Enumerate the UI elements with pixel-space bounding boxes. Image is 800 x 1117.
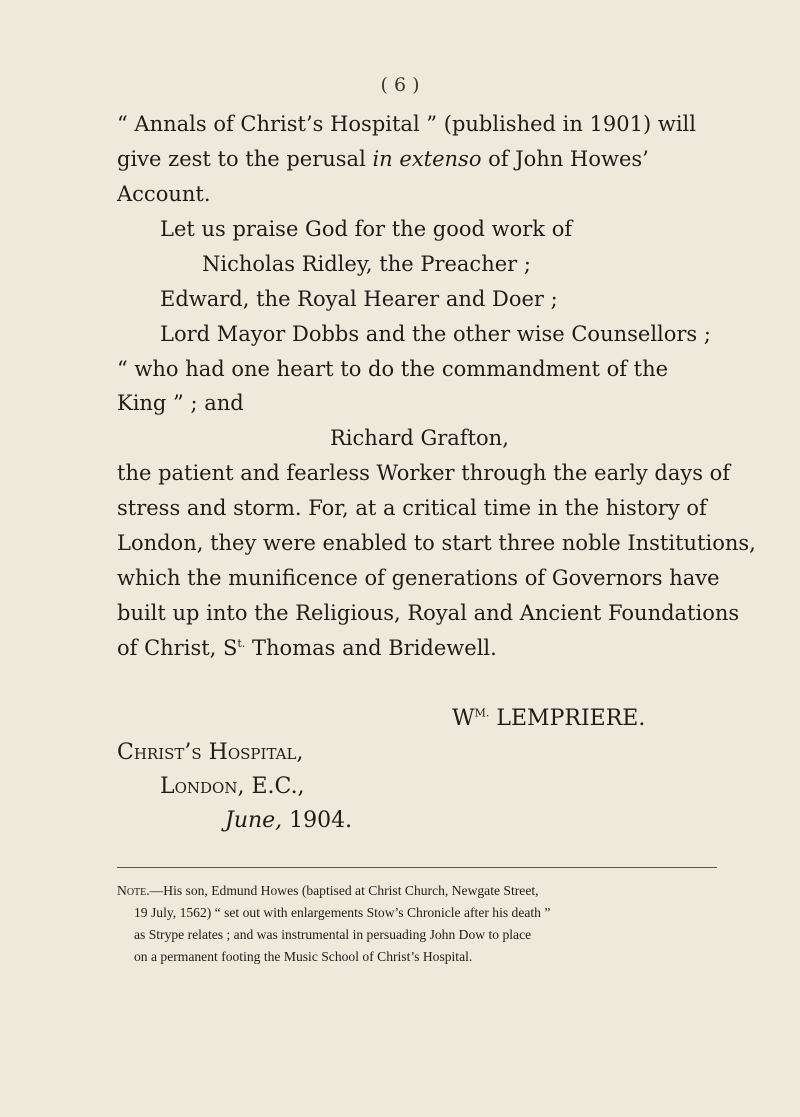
body-line-4: Let us praise God for the good work of xyxy=(160,217,573,241)
date-line: June, 1904. xyxy=(225,808,353,833)
page-number: ( 6 ) xyxy=(380,74,420,96)
signature: $W^{M.}$ LEMPRIERE. xyxy=(452,706,646,731)
divider-rule xyxy=(117,867,717,868)
body-line-5: Nicholas Ridley, the Preacher ; xyxy=(202,252,531,276)
footnote xyxy=(117,880,717,968)
body-line-1: “ Annals of Christ’s Hospital ” (published in 1901) will xyxy=(117,112,696,136)
body-line-15: built up into the Religious, Royal and Ancient Foundations xyxy=(117,601,740,625)
body-line-3: Account. xyxy=(117,182,211,206)
footnote-line-3: as Strype relates ; and was instrumental in persuading John Dow to place xyxy=(134,927,532,942)
body-line-10: Richard Grafton, xyxy=(330,426,509,450)
place-line-1: Christ’s Hospital, xyxy=(117,740,304,765)
italic-phrase: in extenso xyxy=(372,147,482,171)
body-line-13: London, they were enabled to start three noble Institutions, xyxy=(117,531,756,555)
footnote-line-1: Note.—His son, Edmund Howes (baptised at Christ Church, Newgate Street, xyxy=(117,883,539,898)
place-line-2: London, E.C., xyxy=(160,774,305,799)
footnote-line-2: 19 July, 1562) “ set out with enlargements Stow’s Chronicle after his death ” xyxy=(134,905,551,920)
footnote-line-4: on a permanent footing the Music School of Christ’s Hospital. xyxy=(134,949,473,964)
body-line-16: of Christ, $S^{t.}$ Thomas and Bridewell. xyxy=(117,636,497,660)
body-line-14: which the munificence of generations of Governors have xyxy=(117,566,720,590)
body-line-2: give zest to the perusal in extenso of John Howes’ xyxy=(117,147,649,171)
body-line-12: stress and storm. For, at a critical time in the history of xyxy=(117,496,707,520)
body-line-11: the patient and fearless Worker through the early days of xyxy=(117,461,731,485)
body-line-7: Lord Mayor Dobbs and the other wise Counsellors ; xyxy=(160,322,711,346)
body-line-8: “ who had one heart to do the commandment of the xyxy=(117,357,669,381)
body-line-9: King ” ; and xyxy=(117,391,244,415)
body-line-6: Edward, the Royal Hearer and Doer ; xyxy=(160,287,558,311)
